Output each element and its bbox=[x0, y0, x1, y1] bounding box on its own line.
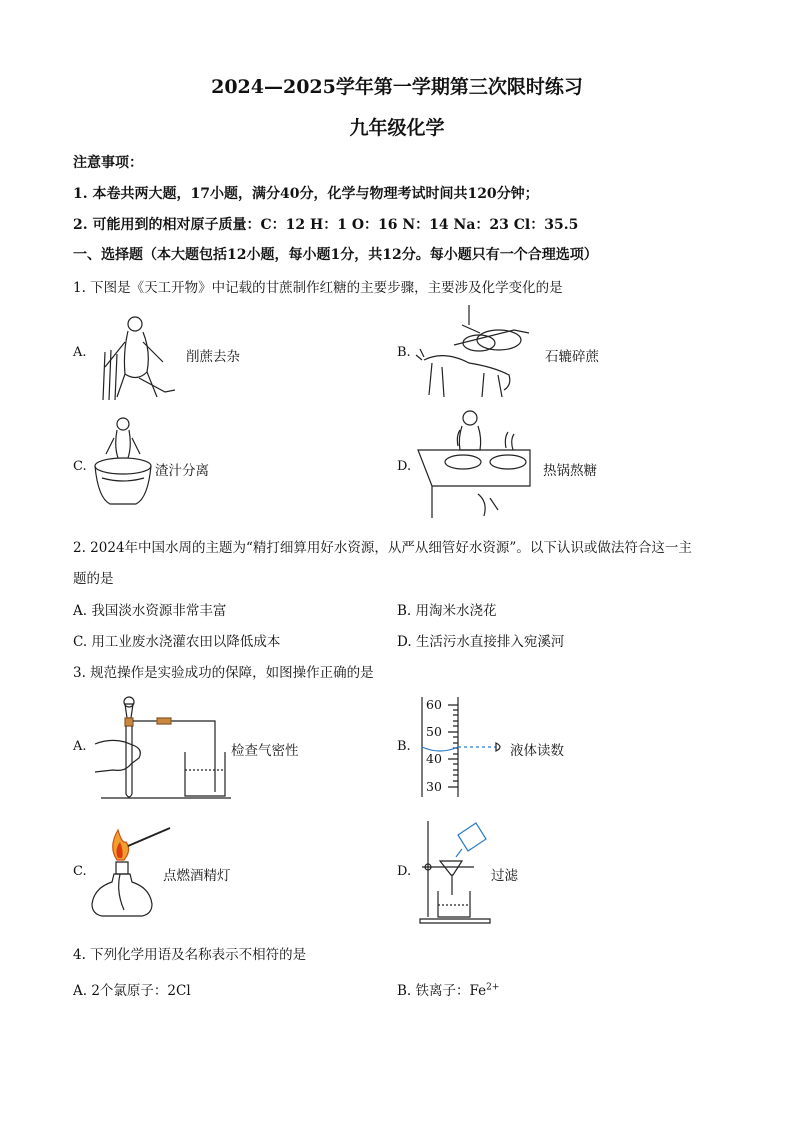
q4-option-b bbox=[397, 979, 499, 999]
exam-title: 2024—2025学年第一学期第三次限时练习 bbox=[211, 76, 583, 98]
q2-option-b: B. 用淘米水浇花 bbox=[397, 603, 497, 619]
q3-option-c-letter: C. bbox=[73, 864, 87, 879]
cylinder-tick-60: 60 bbox=[426, 697, 442, 712]
cylinder-tick-40: 40 bbox=[426, 751, 442, 766]
notes-heading: 注意事项： bbox=[73, 155, 143, 171]
q1-option-d-letter: D. bbox=[397, 459, 412, 474]
q1-option-d-caption: 热锅熬糖 bbox=[543, 463, 597, 479]
juice-separation-illustration bbox=[92, 416, 154, 508]
ox-stone-roller-illustration bbox=[414, 305, 534, 403]
q2-stem-line-2: 题的是 bbox=[73, 571, 114, 587]
q4-option-b-charge: 2+ bbox=[486, 982, 500, 993]
notes-line-1: 1. 本卷共两大题，17小题，满分40分，化学与物理考试时间共120分钟； bbox=[73, 186, 539, 202]
q1-option-b-letter: B. bbox=[397, 345, 411, 360]
q3-option-a-caption: 检查气密性 bbox=[231, 743, 299, 759]
notes-line-2: 2. 可能用到的相对原子质量：C：12 H：1 O：16 N：14 Na：23 Cl：35.5 bbox=[73, 217, 579, 233]
q2-option-a: A. 我国淡水资源非常丰富 bbox=[73, 603, 227, 619]
section-1-heading: 一、选择题（本大题包括12小题，每小题1分，共12分。每小题只有一个合理选项） bbox=[73, 247, 598, 263]
sugarcane-peeling-illustration bbox=[95, 312, 180, 402]
q4-stem: 4. 下列化学用语及名称表示不相符的是 bbox=[73, 947, 307, 963]
boiling-sugar-illustration bbox=[418, 406, 538, 522]
q3-option-c-caption: 点燃酒精灯 bbox=[163, 868, 231, 884]
q1-option-a-letter: A. bbox=[73, 345, 87, 360]
q1-option-b-caption: 石辘碎蔗 bbox=[545, 349, 599, 365]
exam-subtitle: 九年级化学 bbox=[349, 117, 445, 139]
q4-option-b-text: B. 铁离子：Fe bbox=[397, 983, 487, 999]
cylinder-tick-50: 50 bbox=[426, 724, 442, 739]
q4-option-a: A. 2个氯原子：2Cl bbox=[73, 983, 191, 999]
cylinder-tick-30: 30 bbox=[426, 779, 442, 794]
filtration-illustration bbox=[416, 815, 496, 925]
q1-option-a-caption: 削蔗去杂 bbox=[186, 349, 240, 365]
q1-option-c-letter: C. bbox=[73, 459, 87, 474]
q1-option-c-caption: 渣汁分离 bbox=[155, 463, 209, 479]
q3-stem: 3. 规范操作是实验成功的保障，如图操作正确的是 bbox=[73, 665, 374, 681]
q3-option-b-caption: 液体读数 bbox=[510, 743, 564, 759]
airtightness-check-illustration bbox=[95, 694, 235, 802]
q3-option-d-letter: D. bbox=[397, 864, 412, 879]
q1-stem: 1. 下图是《天工开物》中记载的甘蔗制作红糖的主要步骤，主要涉及化学变化的是 bbox=[73, 280, 563, 296]
q3-option-b-letter: B. bbox=[397, 739, 411, 754]
q2-option-c: C. 用工业废水浇灌农田以降低成本 bbox=[73, 634, 281, 650]
q3-option-a-letter: A. bbox=[73, 739, 87, 754]
q2-option-d: D. 生活污水直接排入宛溪河 bbox=[397, 634, 565, 650]
q2-stem-line-1: 2. 2024年中国水周的主题为“精打细算用好水资源，从严从细管好水资源”。以下认识或做法符合这一主 bbox=[73, 540, 692, 556]
q3-option-d-caption: 过滤 bbox=[491, 868, 518, 884]
alcohol-lamp-illustration bbox=[92, 822, 172, 920]
